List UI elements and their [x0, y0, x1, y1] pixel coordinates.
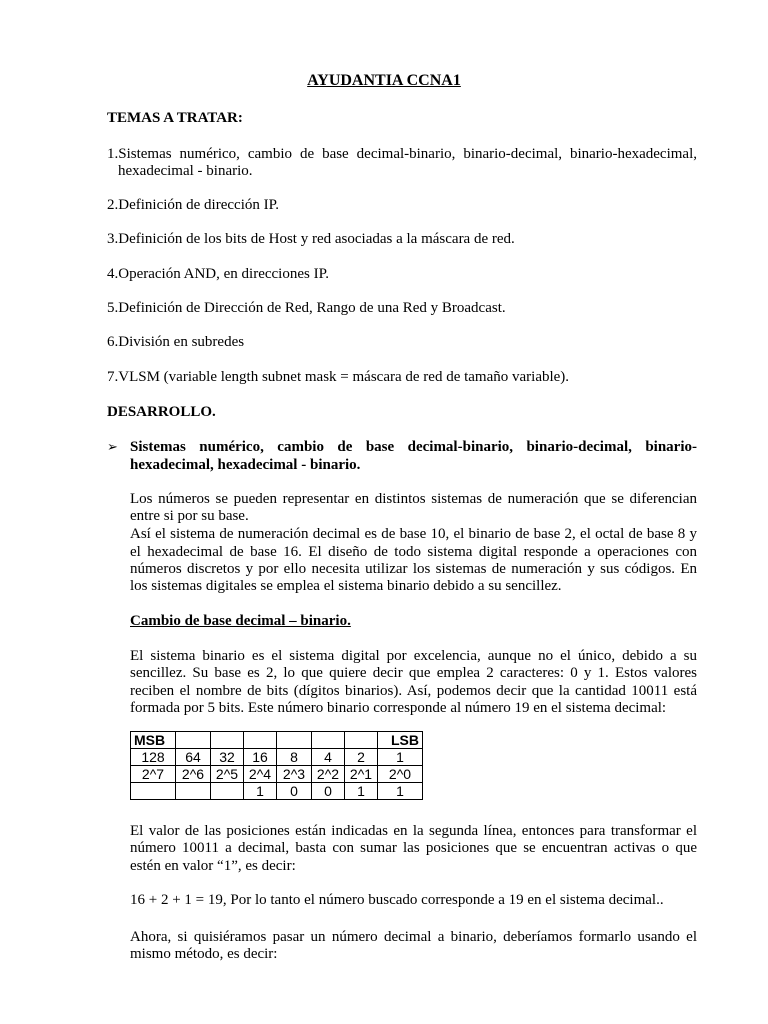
bit-cell	[176, 783, 211, 800]
table-cell	[345, 732, 378, 749]
desarrollo-heading: DESARROLLO.	[107, 404, 216, 420]
power-cell: 2^2	[312, 766, 345, 783]
weight-cell: 64	[176, 749, 211, 766]
msb-cell: MSB	[131, 732, 176, 749]
weight-cell: 32	[211, 749, 244, 766]
arrow-bullet-icon: ➢	[107, 439, 118, 454]
weight-cell: 8	[277, 749, 312, 766]
para2-line-1: El sistema binario es el sistema digital por excelencia, aunque no el único, debido a su	[130, 648, 697, 664]
power-cell: 2^4	[244, 766, 277, 783]
para3-line-3: estén en valor “1”, es decir:	[130, 858, 296, 874]
tema-1-line-2: hexadecimal - binario.	[118, 163, 253, 179]
para1-line-5: números discretos y por ello necesita utilizar los sistemas de numeración y sus códigos. En	[130, 561, 697, 577]
table-row-labels	[131, 732, 423, 749]
table-row-bits	[131, 783, 423, 800]
para2-line-4: formada por 5 bits. Este número binario corresponde al número 19 en el sistema decimal:	[130, 700, 667, 716]
bit-cell	[131, 783, 176, 800]
weight-cell: 1	[378, 749, 423, 766]
weight-cell: 128	[131, 749, 176, 766]
para2-line-2: sencillez. Su base es 2, lo que quiere decir que emplea 2 caracteres: 0 y 1. Estos valores	[130, 665, 697, 681]
para1-line-1: Los números se pueden representar en distintos sistemas de numeración que se diferencian	[130, 491, 697, 507]
para4-line-2: mismo método, es decir:	[130, 946, 278, 962]
subheading-decimal-binario: Cambio de base decimal – binario.	[130, 613, 351, 629]
table-cell	[312, 732, 345, 749]
para1-line-3: Así el sistema de numeración decimal es de base 10, el binario de base 2, el octal de base 8 y	[130, 526, 697, 542]
table-cell	[277, 732, 312, 749]
bit-cell: 0	[277, 783, 312, 800]
para3-line-1: El valor de las posiciones están indicadas en la segunda línea, entonces para transformar el	[130, 823, 697, 839]
table-cell	[211, 732, 244, 749]
weight-cell: 4	[312, 749, 345, 766]
bit-cell: 1	[244, 783, 277, 800]
section-heading-line-2: hexadecimal, hexadecimal - binario.	[130, 457, 361, 473]
table-row-weights	[131, 749, 423, 766]
power-cell: 2^7	[131, 766, 176, 783]
weight-cell: 16	[244, 749, 277, 766]
para4-line-1: Ahora, si quisiéramos pasar un número decimal a binario, deberíamos formarlo usando el	[130, 929, 697, 945]
bit-cell	[211, 783, 244, 800]
bit-cell: 1	[345, 783, 378, 800]
temas-heading: TEMAS A TRATAR:	[107, 110, 243, 126]
tema-7: 7.VLSM (variable length subnet mask = máscara de red de tamaño variable).	[107, 369, 570, 385]
tema-5: 5.Definición de Dirección de Red, Rango de una Red y Broadcast.	[107, 300, 506, 316]
binary-positions-table	[130, 731, 423, 800]
power-cell: 2^3	[277, 766, 312, 783]
section-heading-line-1: Sistemas numérico, cambio de base decimal-binario, binario-decimal, binario-	[130, 439, 697, 455]
lsb-cell: LSB	[378, 732, 423, 749]
tema-1-line-1: 1.Sistemas numérico, cambio de base decimal-binario, binario-decimal, binario-hexadecimal,	[107, 146, 697, 162]
document-title: AYUDANTIA CCNA1	[307, 72, 461, 89]
sum-line: 16 + 2 + 1 = 19, Por lo tanto el número buscado corresponde a 19 en el sistema decimal..	[130, 892, 664, 908]
bit-cell: 1	[378, 783, 423, 800]
table-cell	[176, 732, 211, 749]
power-cell: 2^6	[176, 766, 211, 783]
tema-4: 4.Operación AND, en direcciones IP.	[107, 266, 330, 282]
tema-6: 6.División en subredes	[107, 334, 245, 350]
para1-line-6: los sistemas digitales se emplea el sistema binario debido a su sencillez.	[130, 578, 562, 594]
bit-cell: 0	[312, 783, 345, 800]
power-cell: 2^5	[211, 766, 244, 783]
para3-line-2: número 10011 a decimal, basta con sumar las posiciones que se encuentran activas o que	[130, 840, 697, 856]
tema-2: 2.Definición de dirección IP.	[107, 197, 280, 213]
tema-3: 3.Definición de los bits de Host y red asociadas a la máscara de red.	[107, 231, 515, 247]
table-cell	[244, 732, 277, 749]
para1-line-4: el hexadecimal de base 16. El diseño de todo sistema digital responde a operaciones con	[130, 544, 697, 560]
para1-line-2: entre si por su base.	[130, 508, 249, 524]
weight-cell: 2	[345, 749, 378, 766]
power-cell: 2^0	[378, 766, 423, 783]
power-cell: 2^1	[345, 766, 378, 783]
para2-line-3: reciben el nombre de bits (dígitos binarios). Así, podemos decir que la cantidad 10011 está	[130, 683, 697, 699]
table-row-powers	[131, 766, 423, 783]
